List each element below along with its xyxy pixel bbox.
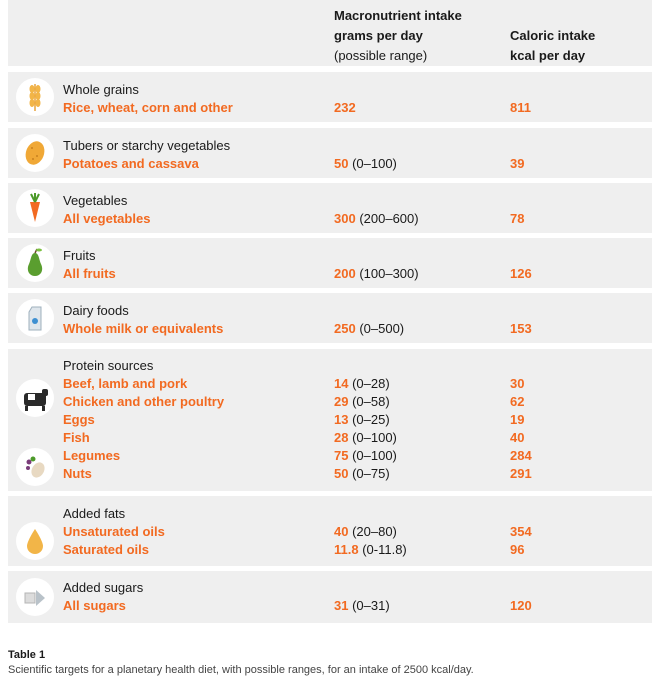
grams-value: 250 (0–500) [334,321,405,336]
category-label: Whole grains [63,82,139,97]
pear-icon [16,244,54,282]
category-label: Dairy foods [63,303,129,318]
food-item-name: Whole milk or equivalents [63,321,224,336]
table-row [8,238,652,288]
sugar-cube-icon [16,578,54,616]
kcal-value: 39 [510,156,525,171]
grams-value: 29 (0–58) [334,394,390,409]
header-text: (possible range) [334,48,428,63]
grams-value: 11.8 (0-11.8) [334,542,407,557]
cow-icon [16,379,54,417]
kcal-value: 19 [510,412,525,427]
grams-value: 232 [334,100,356,115]
kcal-value: 811 [510,100,531,115]
category-label: Fruits [63,248,96,263]
table-header [8,0,652,66]
category-label: Tubers or starchy vegetables [63,138,231,153]
macronutrient-column-header [334,6,462,66]
kcal-value: 78 [510,211,525,226]
food-item-name: Eggs [63,412,95,427]
kcal-value: 96 [510,542,525,557]
wheat-icon [16,78,54,116]
table-row [8,496,652,566]
grams-value: 200 (100–300) [334,266,419,281]
kcal-value: 354 [510,524,532,539]
grams-value: 13 (0–25) [334,412,390,427]
kcal-value: 153 [510,321,532,336]
food-item-name: All vegetables [63,211,151,226]
food-item-name: Beef, lamb and pork [63,376,188,391]
food-item-name: Potatoes and cassava [63,156,199,171]
grams-value: 75 (0–100) [334,448,397,463]
food-item-name: Unsaturated oils [63,524,165,539]
category-label: Protein sources [63,358,154,373]
kcal-value: 62 [510,394,525,409]
grams-value: 300 (200–600) [334,211,419,226]
legumes-icon [16,448,54,486]
category-label: Added fats [63,506,126,521]
kcal-value: 120 [510,598,532,613]
grams-value: 28 (0–100) [334,430,397,445]
header-text: kcal per day [510,48,586,63]
kcal-value: 126 [510,266,532,281]
grams-value: 50 (0–75) [334,466,390,481]
grams-value: 50 (0–100) [334,156,397,171]
kcal-value: 291 [510,466,532,481]
food-item-name: Fish [63,430,90,445]
milk-carton-icon [16,299,54,337]
table-caption [8,648,474,678]
category-label: Added sugars [63,580,144,595]
caloric-column-header [510,26,595,66]
table-row [8,72,652,122]
caption-text: Scientific targets for a planetary health diet, with possible ranges, for an intake of 2500 kcal/day. [8,664,474,676]
carrot-icon [16,189,54,227]
header-text: grams per day [334,28,423,43]
food-item-name: Chicken and other poultry [63,394,225,409]
table-row [8,183,652,233]
food-item-name: Legumes [63,448,121,463]
kcal-value: 284 [510,448,532,463]
food-item-name: All sugars [63,598,126,613]
kcal-value: 40 [510,430,525,445]
grams-value: 14 (0–28) [334,376,390,391]
food-item-name: Nuts [63,466,92,481]
header-text: Macronutrient intake [334,8,462,23]
oil-drop-icon [16,522,54,560]
header-text: Caloric intake [510,28,596,43]
table-row [8,293,652,343]
grams-value: 31 (0–31) [334,598,390,613]
grams-value: 40 (20–80) [334,524,397,539]
food-item-name: Rice, wheat, corn and other [63,100,233,115]
table-row [8,571,652,623]
table-row [8,128,652,178]
category-label: Vegetables [63,193,128,208]
food-item-name: Saturated oils [63,542,149,557]
kcal-value: 30 [510,376,525,391]
table-row [8,349,652,491]
potato-icon [16,134,54,172]
caption-label: Table 1 [8,649,46,661]
food-item-name: All fruits [63,266,116,281]
